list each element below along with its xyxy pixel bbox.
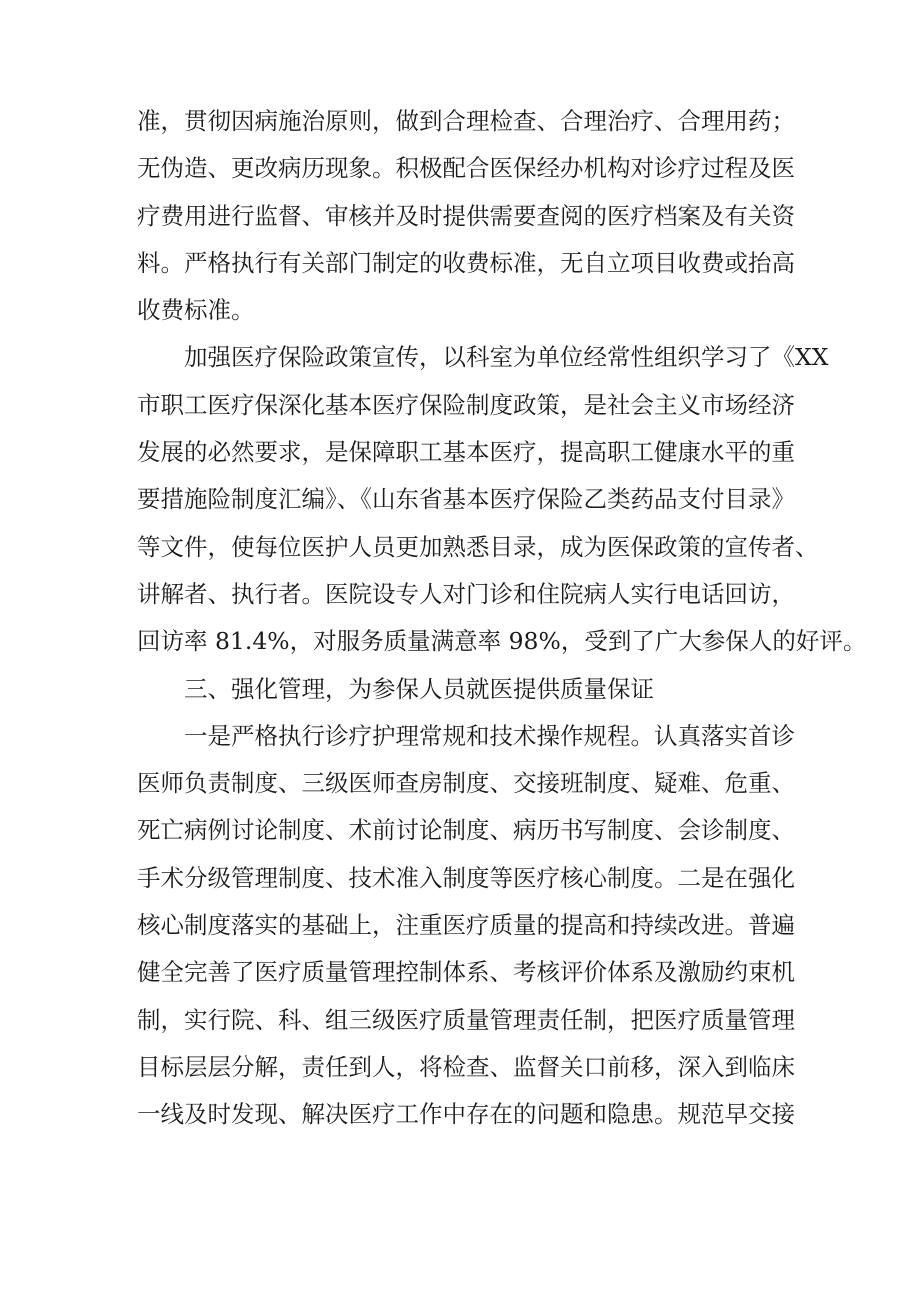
document-body [137,98,867,1139]
text-line: 要措施险制度汇编》、《山东省基本医疗保险乙类药品支付目录》 [137,485,795,514]
text-line: 制，实行院、科、组三级医疗质量管理责任制，把医疗质量管理 [137,1005,795,1034]
text-line: 发展的必然要求，是保障职工基本医疗，提高职工健康水平的重 [137,438,795,467]
paragraph-1 [137,98,795,334]
text-line: 三、强化管理，为参保人员就医提供质量保证 [184,674,654,703]
text-line: 健全完善了医疗质量管理控制体系、考核评价体系及激励约束机 [137,958,795,987]
section-heading [137,666,792,713]
text-line: 回访率 81.4%，对服务质量满意率 98%，受到了广大参保人的好评。 [137,627,867,656]
paragraph-4 [137,713,795,1139]
text-line: 准，贯彻因病施治原则，做到合理检查、合理治疗、合理用药； [137,107,795,135]
text-line: 目标层层分解，责任到人，将检查、监督关口前移，深入到临床 [137,1052,795,1081]
text-line: 手术分级管理制度、技术准入制度等医疗核心制度。二是在强化 [137,863,795,892]
text-line: 收费标准。 [137,296,255,325]
text-line: 讲解者、执行者。医院设专人对门诊和住院病人实行电话回访， [137,579,795,608]
text-line: 无伪造、更改病历现象。积极配合医保经办机构对诊疗过程及医 [137,154,795,183]
text-line: 核心制度落实的基础上，注重医疗质量的提高和持续改进。普遍 [137,911,795,940]
text-line: 加强医疗保险政策宣传，以科室为单位经常性组织学习了《XX [184,343,829,372]
text-line: 死亡病例讨论制度、术前讨论制度、病历书写制度、会诊制度、 [137,816,795,845]
text-line: 疗费用进行监督、审核并及时提供需要查阅的医疗档案及有关资 [137,201,795,230]
text-line: 等文件，使每位医护人员更加熟悉目录，成为医保政策的宣传者、 [137,532,819,561]
text-line: 一是严格执行诊疗护理常规和技术操作规程。认真落实首诊 [184,721,795,750]
text-line: 市职工医疗保深化基本医疗保险制度政策，是社会主义市场经济 [137,390,795,419]
text-line: 医师负责制度、三级医师查房制度、交接班制度、疑难、危重、 [137,769,795,798]
text-line: 一线及时发现、解决医疗工作中存在的问题和隐患。规范早交接 [137,1100,795,1129]
text-line: 料。严格执行有关部门制定的收费标准，无自立项目收费或抬高 [137,248,795,277]
paragraph-2 [137,334,867,665]
